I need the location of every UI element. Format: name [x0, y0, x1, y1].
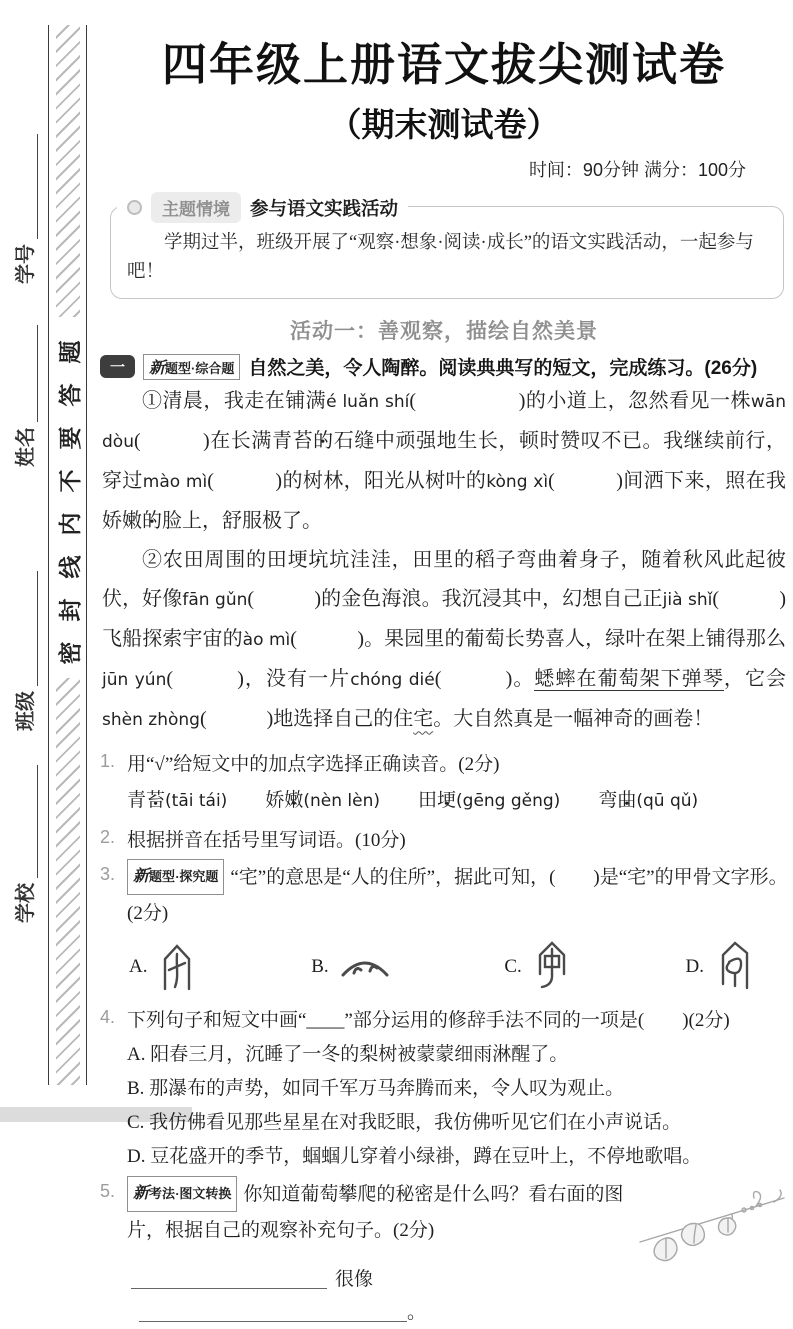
question-2-stem: 根据拼音在括号里写词语。(10分): [127, 830, 406, 852]
answer-blank-1: [131, 1268, 327, 1289]
answer-blank-2: [139, 1301, 407, 1322]
question-type-badge: 新 题型·综合题: [143, 354, 240, 380]
theme-badge: 主题情境: [151, 192, 241, 223]
question-4-option-a: A. 阳春三月，沉睡了一冬的梨树被蒙蒙细雨淋醒了。: [127, 1044, 569, 1066]
student-id-blank: [15, 134, 38, 239]
hatch-pattern-bottom: [56, 678, 80, 1085]
oracle-glyph-a-icon: [157, 941, 197, 991]
class-label: 班级: [10, 571, 38, 731]
seal-line-text: 题 答 要 不 内 线 封 密: [57, 340, 82, 665]
question-5: 5. 新 考法·图文转换 你知道葡萄攀爬的秘密是什么吗？看右面的图片，根据自己的观察补充句子。(2分) 很像。: [100, 1178, 788, 1329]
question-4-option-b: B. 那瀑布的声势，如同千军万马奔腾而来，令人叹为观止。: [127, 1078, 625, 1100]
passage-paragraph-2: ②农田周围的田埂 •坑坑洼洼，田里的稻子弯曲 •着身子，随着秋风此起彼伏，好像fān gǔn( )的金色海浪。我沉浸其中，幻想自己正jià shǐ( )飞船探索宇宙的ào mì( )。果园里的葡萄长势喜人，绿叶在架上铺得那么jūn yún( )，没有一片chóng dié( )。蟋蟀在葡萄架下弹琴，它会shèn zhòng( )地选择自己的住宅。大自然真是一幅神奇的画卷！: [102, 541, 786, 740]
school-label: 学校: [10, 765, 38, 923]
question-4: 4. 下列句子和短文中画“____”部分运用的修辞手法不同的一项是( )(2分) A. 阳春三月，沉睡了一冬的梨树被蒙蒙细雨淋醒了。 B. 那瀑布的声势，如同千军万马奔腾而来，令人叹为观止。 C. 我仿佛看见那些星星在对我眨眼，我仿佛听见它们在小声说话。 D. 豆花盛开的季节，蝈蝈儿穿着小绿褂，蹲在豆叶上，不停地歌唱。: [100, 1004, 788, 1174]
question-4-stem: 下列句子和短文中画“____”部分运用的修辞手法不同的一项是( )(2分): [127, 1010, 730, 1032]
question-1-stem: 用“√”给短文中的加点字选择正确读音。(2分): [127, 754, 500, 776]
pronunciation-option: 弯曲 •(qū qǔ): [598, 784, 698, 818]
pronunciation-option: 田埂 •(gēng gěng): [418, 784, 560, 818]
pronunciation-option: 青苔 •(tāi tái): [127, 784, 227, 818]
section-number-badge: 一: [100, 355, 135, 378]
theme-context-box: [110, 197, 784, 299]
oracle-option-d: D.: [686, 938, 754, 994]
question-3: 3. 新 题型·探究题 “宅”的意思是“人的住所”，据此可知，( )是“宅”的甲骨文字形。(2分) A. B. C. D.: [100, 861, 788, 1000]
question-1-options: [127, 784, 788, 818]
hatch-pattern-top: [56, 25, 80, 317]
section-one-header: [100, 353, 788, 380]
question-3-stem: 新 题型·探究题 “宅”的意思是“人的住所”，据此可知，( )是“宅”的甲骨文字形。(2分): [127, 861, 788, 930]
oracle-glyph-d-icon: [714, 938, 754, 994]
reading-passage: [102, 382, 786, 740]
student-name-label: 姓名: [10, 325, 38, 467]
question-type-badge: 新 题型·探究题: [127, 859, 224, 895]
student-id-label: 学号: [10, 134, 38, 284]
passage-paragraph-1: ①清晨，我走在铺满é luǎn shí( )的小道上，忽然看见一株wān dòu( )在长满青苔 •的石缝中顽强地生长，顿时赞叹不已。我继续前行，穿过mào mì( )的树林，阳光从树叶的kòng xì( )间洒下来，照在我娇嫩 •的脸上，舒服极了。: [102, 382, 786, 541]
section-instruction: 自然之美，令人陶醉。阅读典典写的短文，完成练习。(26分): [248, 358, 758, 380]
oracle-option-a: A.: [129, 941, 197, 991]
class-blank: [15, 571, 38, 686]
oracle-glyph-options: [127, 930, 788, 1000]
question-4-option-d: D. 豆花盛开的季节，蝈蝈儿穿着小绿褂，蹲在豆叶上，不停地歌唱。: [127, 1146, 702, 1168]
school-blank: [15, 765, 38, 878]
activity-heading: 活动一：善观察，描绘自然美景: [290, 320, 598, 344]
oracle-option-c: C.: [504, 938, 571, 994]
pronunciation-option: 娇嫩 •(nèn lèn): [265, 784, 380, 818]
page-title: 四年级上册语文拔尖测试卷: [161, 39, 726, 90]
seal-line-column: [48, 25, 87, 1085]
page-subtitle: （期末测试卷）: [328, 106, 560, 143]
question-2: 2. 根据拼音在括号里写词语。(10分): [100, 824, 788, 857]
theme-body-text: 学期过半，班级开展了“观察·想象·阅读·成长”的语文实践活动，一起参与吧！: [127, 233, 754, 282]
oracle-glyph-c-icon: [532, 938, 572, 994]
question-1: 1. 用“√”给短文中的加点字选择正确读音。(2分) 青苔 •(tāi tái) 娇嫩 •(nèn lèn) 田埂 •(gēng gěng) 弯曲 •(qū qǔ): [100, 748, 788, 820]
oracle-glyph-b-icon: [339, 951, 391, 981]
time-score-meta: 时间：90分钟 满分：100分: [528, 160, 746, 180]
question-type-badge: 新 考法·图文转换: [127, 1176, 237, 1212]
fill-in-line: 很像。: [131, 1263, 788, 1329]
student-name-blank: [15, 325, 38, 422]
grape-vine-illustration: [636, 1180, 788, 1274]
question-4-option-c: C. 我仿佛看见那些星星在对我眨眼，我仿佛听见它们在小声说话。: [127, 1112, 682, 1134]
bullet-icon: [127, 200, 142, 215]
theme-title: 参与语文实践活动: [250, 197, 399, 219]
question-5-stem: 新 考法·图文转换 你知道葡萄攀爬的秘密是什么吗？看右面的图片，根据自己的观察补充句子。(2分): [127, 1178, 788, 1247]
oracle-option-b: B.: [311, 950, 390, 983]
